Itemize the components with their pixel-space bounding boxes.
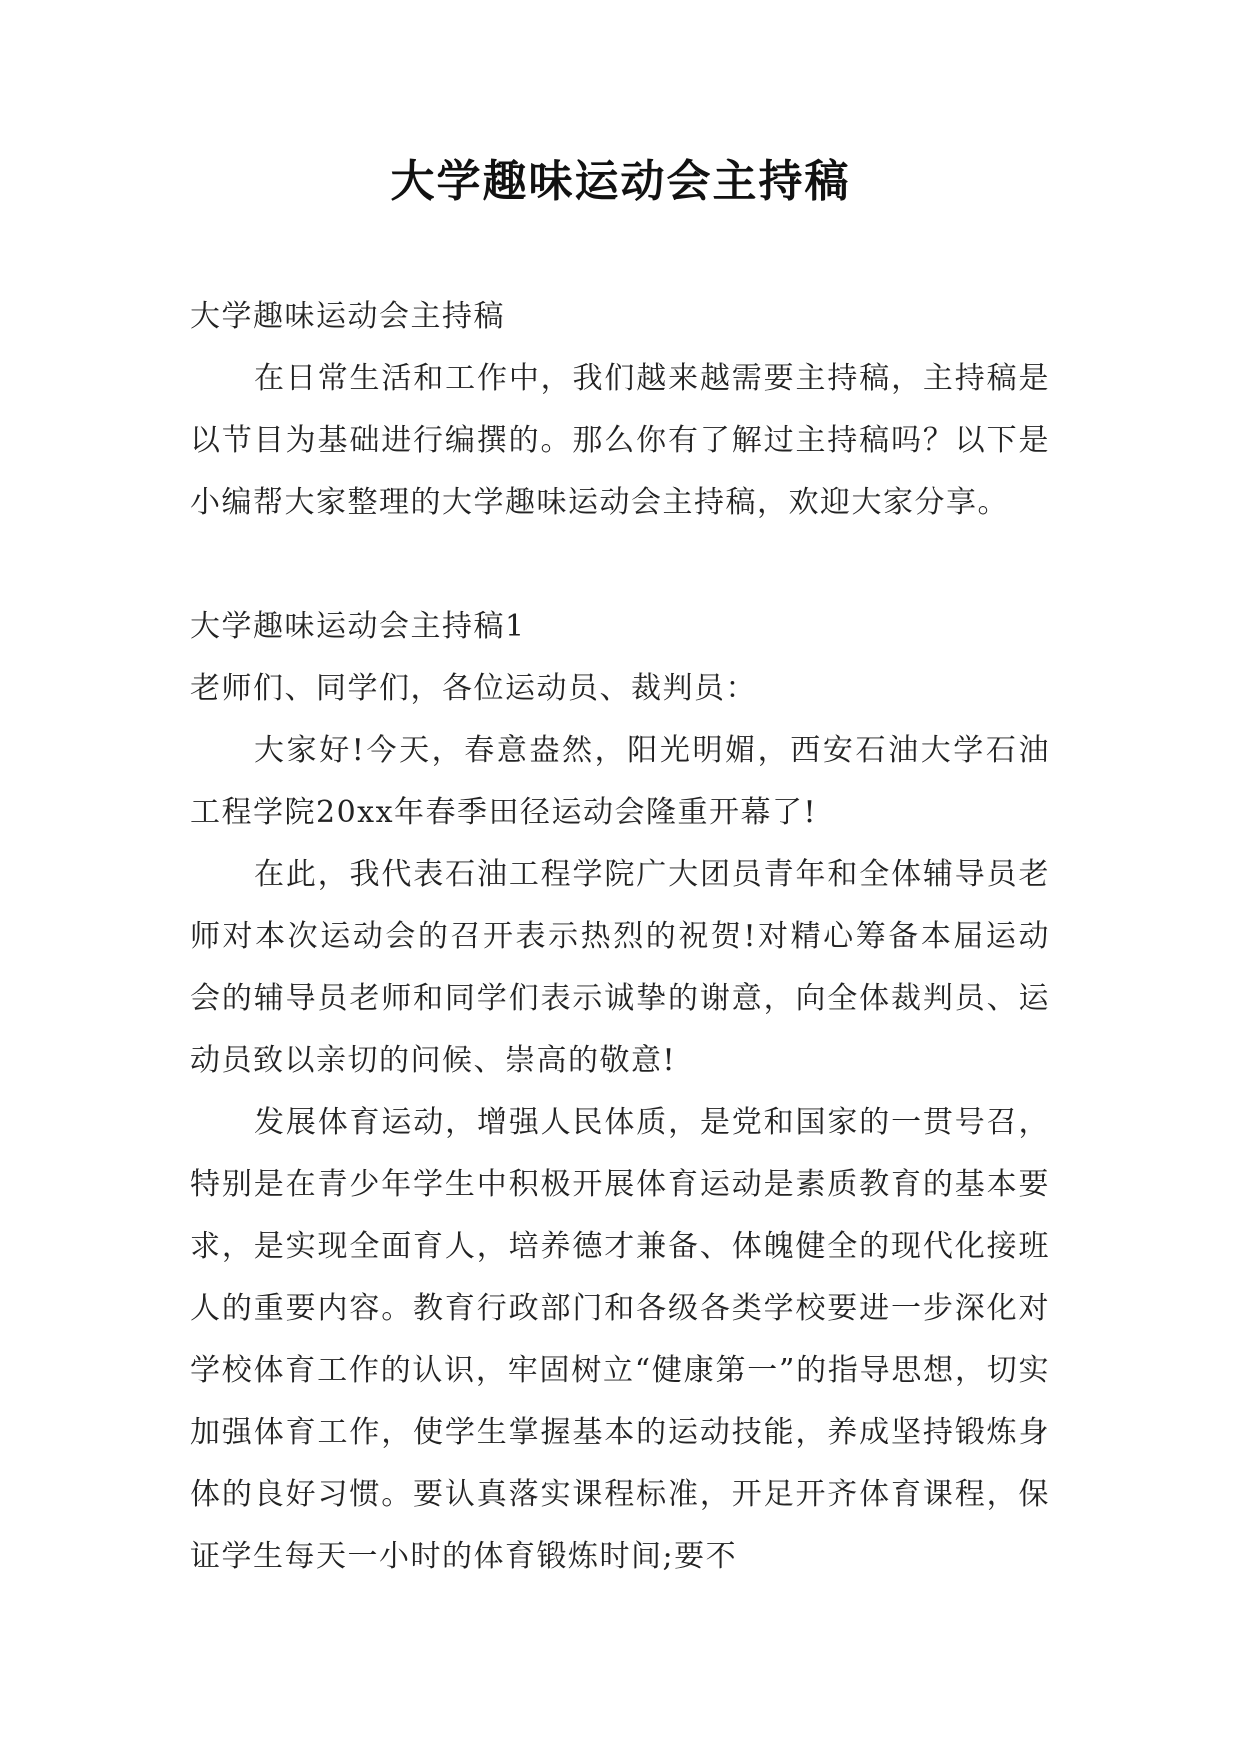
subtitle-paragraph: 大学趣味运动会主持稿 [190,299,505,334]
body-paragraph: 发展体育运动，增强人民体质，是党和国家的一贯号召，特别是在青少年学生中积极开展体育运动是素质教育的基本要求，是实现全面育人，培养德才兼备、体魄健全的现代化接班人的重要内容。教育行政部门和各级各类学校要进一步深化对学校体育工作的认识，牢固树立“健康第一”的指导思想，切实加强体育工作，使学生掌握基本的运动技能，养成坚持锻炼身体的良好习惯。要认真落实课程标准，开足开齐体育课程，保证学生每天一小时的体育锻炼时间;要不 [190,1105,1050,1574]
section-heading: 大学趣味运动会主持稿1 [190,609,526,644]
salutation-paragraph: 老师们、同学们，各位运动员、裁判员： [190,671,757,706]
body-paragraph: 在此，我代表石油工程学院广大团员青年和全体辅导员老师对本次运动会的召开表示热烈的祝贺!对精心筹备本届运动会的辅导员老师和同学们表示诚挚的谢意，向全体裁判员、运动员致以亲切的问候、崇高的敬意! [190,857,1050,1078]
document-title: 大学趣味运动会主持稿 [390,156,851,207]
paragraph-spacer [190,534,1050,596]
intro-paragraph: 在日常生活和工作中，我们越来越需要主持稿，主持稿是以节目为基础进行编撰的。那么你有了解过主持稿吗？以下是小编帮大家整理的大学趣味运动会主持稿，欢迎大家分享。 [190,361,1050,520]
document-body [190,286,1050,1588]
body-paragraph: 大家好!今天，春意盎然，阳光明媚，西安石油大学石油工程学院20xx年春季田径运动会隆重开幕了! [190,733,1050,830]
